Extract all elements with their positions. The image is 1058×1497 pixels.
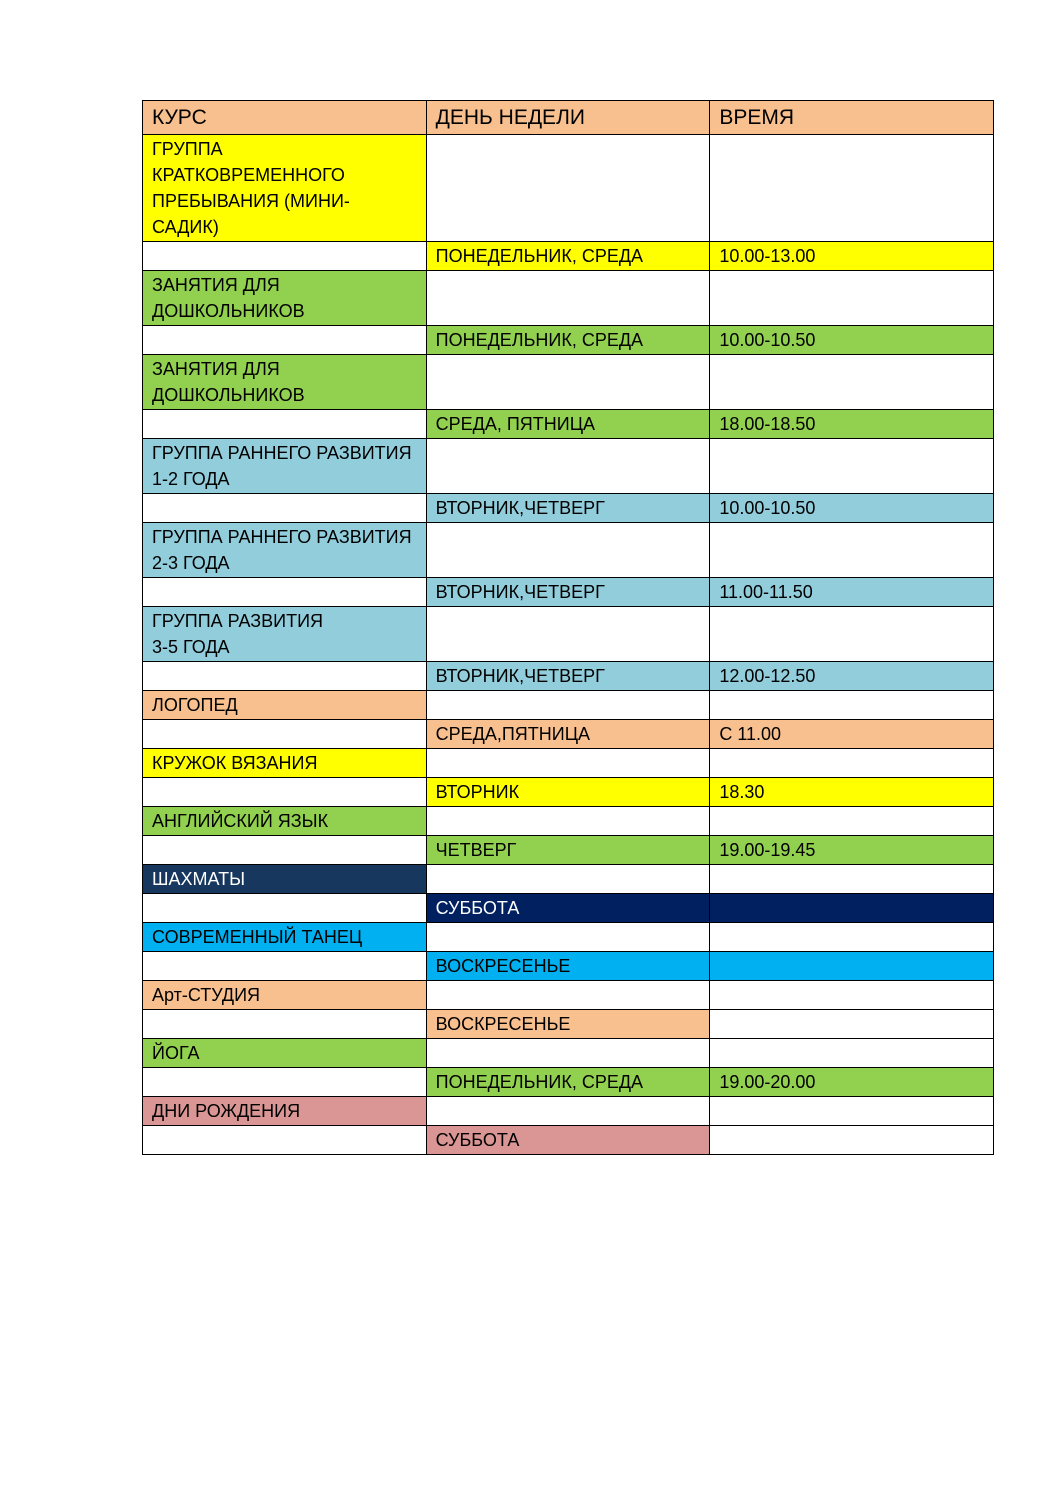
time-cell bbox=[710, 1039, 994, 1068]
table-row bbox=[143, 749, 994, 778]
day-cell bbox=[426, 923, 710, 952]
course-cell bbox=[143, 1010, 427, 1039]
table-row bbox=[143, 894, 994, 923]
table-row bbox=[143, 1039, 994, 1068]
header-day: ДЕНЬ НЕДЕЛИ bbox=[426, 101, 710, 135]
day-cell: ВОСКРЕСЕНЬЕ bbox=[426, 952, 710, 981]
table-row bbox=[143, 662, 994, 691]
table-row bbox=[143, 1097, 994, 1126]
course-cell: ЙОГА bbox=[143, 1039, 427, 1068]
time-cell bbox=[710, 1126, 994, 1155]
course-cell bbox=[143, 662, 427, 691]
day-cell bbox=[426, 135, 710, 242]
day-cell bbox=[426, 981, 710, 1010]
course-cell: АНГЛИЙСКИЙ ЯЗЫК bbox=[143, 807, 427, 836]
table-row bbox=[143, 720, 994, 749]
course-cell bbox=[143, 1068, 427, 1097]
table-row bbox=[143, 439, 994, 494]
course-cell bbox=[143, 1126, 427, 1155]
day-cell bbox=[426, 691, 710, 720]
course-cell bbox=[143, 326, 427, 355]
day-cell: ПОНЕДЕЛЬНИК, СРЕДА bbox=[426, 242, 710, 271]
day-cell: ПОНЕДЕЛЬНИК, СРЕДА bbox=[426, 326, 710, 355]
course-cell: Арт-СТУДИЯ bbox=[143, 981, 427, 1010]
day-cell bbox=[426, 523, 710, 578]
course-cell bbox=[143, 494, 427, 523]
day-cell: СРЕДА,ПЯТНИЦА bbox=[426, 720, 710, 749]
course-cell: ЛОГОПЕД bbox=[143, 691, 427, 720]
time-cell bbox=[710, 1010, 994, 1039]
course-cell bbox=[143, 894, 427, 923]
time-cell bbox=[710, 1097, 994, 1126]
table-row bbox=[143, 135, 994, 242]
course-cell bbox=[143, 836, 427, 865]
time-cell bbox=[710, 981, 994, 1010]
table-header-row bbox=[143, 101, 994, 135]
day-cell bbox=[426, 355, 710, 410]
time-cell: 10.00-10.50 bbox=[710, 494, 994, 523]
course-cell bbox=[143, 578, 427, 607]
table-row bbox=[143, 523, 994, 578]
day-cell bbox=[426, 807, 710, 836]
day-cell: ВТОРНИК bbox=[426, 778, 710, 807]
table-row bbox=[143, 952, 994, 981]
time-cell bbox=[710, 271, 994, 326]
course-cell: ГРУППА КРАТКОВРЕМЕННОГО ПРЕБЫВАНИЯ (МИНИ-САДИК) bbox=[143, 135, 427, 242]
table-row bbox=[143, 242, 994, 271]
course-cell bbox=[143, 242, 427, 271]
table-row bbox=[143, 865, 994, 894]
day-cell bbox=[426, 865, 710, 894]
table-row bbox=[143, 1126, 994, 1155]
course-cell bbox=[143, 410, 427, 439]
day-cell bbox=[426, 607, 710, 662]
course-cell: ШАХМАТЫ bbox=[143, 865, 427, 894]
table-row bbox=[143, 691, 994, 720]
time-cell bbox=[710, 135, 994, 242]
table-row bbox=[143, 807, 994, 836]
day-cell: ВТОРНИК,ЧЕТВЕРГ bbox=[426, 578, 710, 607]
day-cell bbox=[426, 439, 710, 494]
time-cell bbox=[710, 749, 994, 778]
day-cell: ВОСКРЕСЕНЬЕ bbox=[426, 1010, 710, 1039]
course-cell: ГРУППА РАННЕГО РАЗВИТИЯ 2-3 ГОДА bbox=[143, 523, 427, 578]
day-cell: ВТОРНИК,ЧЕТВЕРГ bbox=[426, 662, 710, 691]
header-course: КУРС bbox=[143, 101, 427, 135]
day-cell bbox=[426, 1039, 710, 1068]
table-row bbox=[143, 1068, 994, 1097]
time-cell: С 11.00 bbox=[710, 720, 994, 749]
day-cell: ПОНЕДЕЛЬНИК, СРЕДА bbox=[426, 1068, 710, 1097]
day-cell bbox=[426, 271, 710, 326]
time-cell: 10.00-13.00 bbox=[710, 242, 994, 271]
time-cell bbox=[710, 894, 994, 923]
table-row bbox=[143, 607, 994, 662]
course-cell: СОВРЕМЕННЫЙ ТАНЕЦ bbox=[143, 923, 427, 952]
time-cell bbox=[710, 691, 994, 720]
time-cell bbox=[710, 439, 994, 494]
time-cell: 18.30 bbox=[710, 778, 994, 807]
day-cell: СУББОТА bbox=[426, 1126, 710, 1155]
course-cell bbox=[143, 720, 427, 749]
course-cell bbox=[143, 778, 427, 807]
course-cell: ЗАНЯТИЯ ДЛЯ ДОШКОЛЬНИКОВ bbox=[143, 271, 427, 326]
time-cell bbox=[710, 607, 994, 662]
course-cell: ЗАНЯТИЯ ДЛЯ ДОШКОЛЬНИКОВ bbox=[143, 355, 427, 410]
course-cell: ГРУППА РАННЕГО РАЗВИТИЯ 1-2 ГОДА bbox=[143, 439, 427, 494]
table-row bbox=[143, 981, 994, 1010]
time-cell: 19.00-19.45 bbox=[710, 836, 994, 865]
time-cell: 11.00-11.50 bbox=[710, 578, 994, 607]
table-row bbox=[143, 923, 994, 952]
course-cell: КРУЖОК ВЯЗАНИЯ bbox=[143, 749, 427, 778]
time-cell: 12.00-12.50 bbox=[710, 662, 994, 691]
course-cell: ГРУППА РАЗВИТИЯ 3-5 ГОДА bbox=[143, 607, 427, 662]
table-row bbox=[143, 1010, 994, 1039]
header-time: ВРЕМЯ bbox=[710, 101, 994, 135]
time-cell bbox=[710, 865, 994, 894]
day-cell bbox=[426, 749, 710, 778]
time-cell bbox=[710, 523, 994, 578]
table-row bbox=[143, 410, 994, 439]
time-cell bbox=[710, 952, 994, 981]
time-cell: 19.00-20.00 bbox=[710, 1068, 994, 1097]
table-row bbox=[143, 326, 994, 355]
table-row bbox=[143, 355, 994, 410]
time-cell bbox=[710, 355, 994, 410]
time-cell: 10.00-10.50 bbox=[710, 326, 994, 355]
schedule-table bbox=[142, 100, 994, 1155]
course-cell: ДНИ РОЖДЕНИЯ bbox=[143, 1097, 427, 1126]
day-cell: ВТОРНИК,ЧЕТВЕРГ bbox=[426, 494, 710, 523]
time-cell: 18.00-18.50 bbox=[710, 410, 994, 439]
time-cell bbox=[710, 923, 994, 952]
table-row bbox=[143, 494, 994, 523]
table-row bbox=[143, 271, 994, 326]
day-cell bbox=[426, 1097, 710, 1126]
course-cell bbox=[143, 952, 427, 981]
table-row bbox=[143, 578, 994, 607]
day-cell: СРЕДА, ПЯТНИЦА bbox=[426, 410, 710, 439]
day-cell: ЧЕТВЕРГ bbox=[426, 836, 710, 865]
table-row bbox=[143, 836, 994, 865]
time-cell bbox=[710, 807, 994, 836]
table-row bbox=[143, 778, 994, 807]
day-cell: СУББОТА bbox=[426, 894, 710, 923]
